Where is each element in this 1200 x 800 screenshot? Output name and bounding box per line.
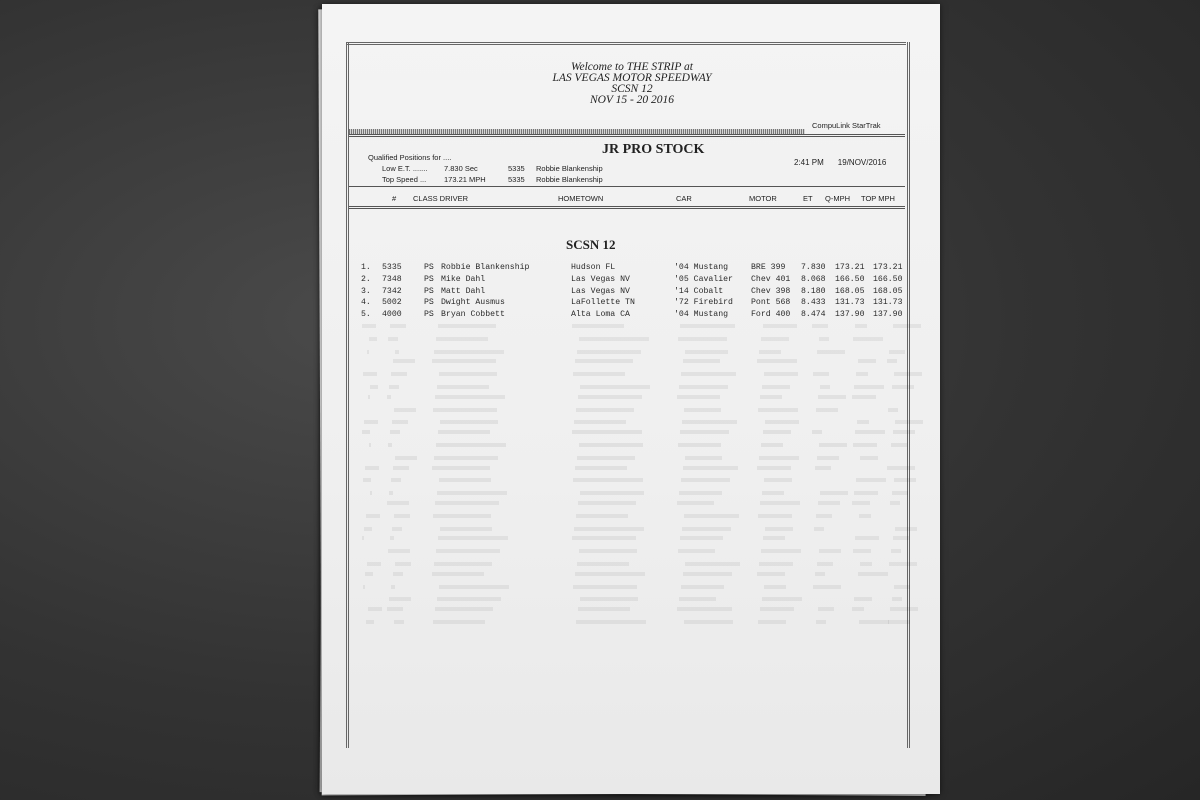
result-class: PS [424,274,434,284]
result-car: '05 Cavalier [674,274,733,284]
bleed-through-mark [856,478,886,482]
bleed-through-mark [685,456,722,460]
bleed-through-mark [683,359,720,363]
bleed-through-mark [388,337,398,341]
bleed-through-mark [439,372,497,376]
bleed-through-mark [681,478,730,482]
bleed-through-mark [819,549,841,553]
result-car: '04 Mustang [674,263,729,272]
bleed-through-mark [684,514,739,518]
bleed-through-mark [678,443,721,447]
bleed-through-mark [761,443,783,447]
bleed-through-mark [760,395,782,399]
bleed-through-mark [758,408,798,412]
bleed-through-mark [579,549,637,553]
result-car-number: 7348 [382,274,402,284]
low-et-number: 5335 [508,164,525,173]
bleed-through-mark [391,585,395,589]
bleed-through-mark [576,620,646,624]
bleed-through-mark [852,501,870,505]
print-date: 19/NOV/2016 [837,158,887,167]
bleed-through-mark [389,491,393,495]
bleed-through-mark [574,420,626,424]
bleed-through-mark [857,420,869,424]
timestamp [794,158,886,167]
bleed-through-mark [434,456,498,460]
bleed-through-mark [577,456,635,460]
bleed-through-mark [680,536,723,540]
column-header-top-rule [349,186,905,187]
col-car: CAR [676,194,692,203]
event-header [462,62,802,106]
bleed-through-mark [818,395,846,399]
bleed-through-mark [387,395,391,399]
result-hometown: LaFollette TN [571,298,635,308]
bleed-through-mark [368,395,370,399]
bleed-through-mark [391,372,407,376]
result-car-number: 5002 [382,298,402,308]
bleed-through-mark [819,443,847,447]
bleed-through-mark [365,572,373,576]
bleed-through-mark [388,443,392,447]
bleed-through-mark [392,527,402,531]
bleed-through-mark [438,430,490,434]
bleed-through-mark [362,430,370,434]
bleed-through-mark [860,456,878,460]
result-car-number: 7342 [382,286,402,296]
result-driver: Dwight Ausmus [441,298,505,308]
bleed-through-mark [436,443,506,447]
bleed-through-mark [681,585,724,589]
bleed-through-mark [576,408,634,412]
bleed-through-mark [435,395,505,399]
bleed-through-mark [818,501,840,505]
bleed-through-mark [580,491,644,495]
bleed-through-mark [390,324,406,328]
result-et: 7.830 [801,263,826,272]
bleed-through-mark [439,585,509,589]
bleed-through-mark [363,585,365,589]
bleed-through-mark [817,350,845,354]
bleed-through-mark [889,350,905,354]
bleed-through-mark [682,527,731,531]
col-qmph: Q-MPH [825,194,850,203]
result-position: 5. [361,310,371,320]
bleed-through-mark [575,572,645,576]
bleed-through-mark [759,456,799,460]
bleed-through-mark [572,324,624,328]
header-line-2: LAS VEGAS MOTOR SPEEDWAY [552,72,712,84]
result-driver: Matt Dahl [441,286,486,296]
bleed-through-mark [577,350,641,354]
bleed-through-mark [394,514,410,518]
result-et: 8.474 [801,310,826,320]
bleed-through-mark [438,324,496,328]
low-et-row [368,163,603,174]
bleed-through-mark [395,456,417,460]
bleed-through-mark [894,585,910,589]
bleed-through-mark [853,337,883,341]
bleed-through-mark [364,527,372,531]
result-motor: Ford 400 [751,310,791,320]
result-qmph: 131.73 [835,298,865,308]
result-position: 3. [361,286,371,296]
bleed-through-mark [758,514,792,518]
bleed-through-mark [433,408,497,412]
bleed-through-mark [764,478,792,482]
result-et: 8.068 [801,274,826,284]
bleed-through-mark [369,337,377,341]
bleed-through-mark [679,597,716,601]
bleed-through-mark [762,597,802,601]
bleed-through-mark [432,359,496,363]
result-driver: Robbie Blankenship [441,263,530,272]
column-header-bottom-rule [349,206,905,209]
bleed-through-mark [364,420,378,424]
section-title: SCSN 12 [566,237,616,252]
bleed-through-mark [436,549,500,553]
bleed-through-mark [578,395,642,399]
bleed-through-mark [762,385,790,389]
bleed-through-mark [858,572,888,576]
result-top-mph: 173.21 [873,263,903,272]
bleed-through-mark [432,466,490,470]
bleed-through-mark [856,372,868,376]
bleed-through-mark [678,337,727,341]
bleed-through-mark [757,466,791,470]
bleed-through-mark [391,478,401,482]
bleed-through-mark [679,385,728,389]
bleed-through-mark [757,359,797,363]
bleed-through-mark [390,536,394,540]
bleed-through-mark [813,372,829,376]
result-position: 1. [361,263,371,272]
bleed-through-mark [572,430,642,434]
bleed-through-mark [437,385,489,389]
bleed-through-mark [818,607,834,611]
result-hometown: Las Vegas NV [571,274,630,284]
result-qmph: 168.05 [835,286,865,296]
bleed-through-mark [362,536,364,540]
result-top-mph: 137.90 [873,310,903,320]
class-title: JR PRO STOCK [602,142,705,157]
bleed-through-mark [812,430,822,434]
bleed-through-mark [888,620,910,624]
bleed-through-mark [677,501,714,505]
result-qmph: 137.90 [835,310,865,320]
bleed-through-mark [890,607,918,611]
bleed-through-mark [855,536,879,540]
bleed-through-mark [889,562,917,566]
bleed-through-mark [393,466,409,470]
bleed-through-mark [387,607,403,611]
header-line-4: NOV 15 - 20 2016 [589,94,675,106]
bleed-through-mark [677,607,732,611]
bleed-through-mark [855,324,867,328]
bleed-through-mark [855,430,885,434]
bleed-through-mark [367,350,369,354]
bleed-through-mark [434,350,504,354]
bleed-through-mark [759,350,781,354]
bleed-through-mark [888,408,898,412]
bleed-through-mark [764,585,786,589]
bleed-through-mark [893,536,909,540]
results-sheet [322,4,940,794]
header-rule [349,134,905,137]
bleed-through-mark [370,491,372,495]
bleed-through-mark [362,324,376,328]
result-et: 8.433 [801,298,826,308]
bleed-through-mark [891,443,907,447]
result-qmph: 173.21 [835,263,865,272]
bleed-through-mark [853,443,877,447]
result-motor: Chev 401 [751,274,791,284]
bleed-through-mark [369,443,371,447]
top-speed-driver: Robbie Blankenship [536,175,603,184]
bleed-through-mark [685,350,728,354]
bleed-through-mark [435,607,493,611]
bleed-through-mark [860,562,872,566]
bleed-through-mark [580,597,638,601]
low-et-value: 7.830 Sec [444,164,478,173]
col-et: ET [803,194,813,203]
qualified-positions [368,152,603,185]
bleed-through-mark [393,359,415,363]
bleed-through-mark [678,549,715,553]
bleed-through-mark [759,562,793,566]
bleed-through-mark [389,597,411,601]
result-motor: Pont 568 [751,298,791,308]
result-hometown: Las Vegas NV [571,286,630,296]
bleed-through-text [362,324,917,634]
bleed-through-mark [434,562,492,566]
result-car: '04 Mustang [674,310,729,320]
bleed-through-mark [892,491,908,495]
bleed-through-mark [437,491,507,495]
bleed-through-mark [392,420,408,424]
bleed-through-mark [757,572,785,576]
bleed-through-mark [579,337,649,341]
bleed-through-mark [817,456,839,460]
bleed-through-mark [685,562,740,566]
bleed-through-mark [681,372,736,376]
bleed-through-mark [820,385,830,389]
bleed-through-mark [575,466,627,470]
col-motor: MOTOR [749,194,777,203]
bleed-through-mark [683,572,732,576]
bleed-through-mark [816,514,832,518]
bleed-through-mark [887,359,897,363]
top-speed-value: 173.21 MPH [444,175,486,184]
qualified-title: Qualified Positions for .... [368,153,452,162]
bleed-through-mark [366,620,374,624]
bleed-through-mark [680,324,735,328]
bleed-through-mark [395,350,399,354]
result-car: '72 Firebird [674,298,733,308]
bleed-through-mark [814,527,824,531]
bleed-through-mark [438,536,508,540]
bleed-through-mark [677,395,720,399]
bleed-through-mark [852,607,864,611]
bleed-through-mark [580,385,650,389]
result-class: PS [424,286,434,296]
bleed-through-mark [820,491,848,495]
top-speed-row [368,174,603,185]
bleed-through-mark [395,562,411,566]
bleed-through-mark [895,420,923,424]
result-car-number: 4000 [382,310,402,320]
bleed-through-mark [892,385,914,389]
bleed-through-mark [893,430,915,434]
result-position: 4. [361,298,371,308]
result-hometown: Alta Loma CA [571,310,630,320]
bleed-through-mark [367,562,381,566]
brand-label: CompuLink StarTrak [812,121,881,130]
bleed-through-mark [366,514,380,518]
print-time: 2:41 PM [794,158,824,167]
bleed-through-mark [763,324,797,328]
bleed-through-mark [894,372,922,376]
bleed-through-mark [760,607,794,611]
result-qmph: 166.50 [835,274,865,284]
bleed-through-mark [573,372,625,376]
bleed-through-mark [854,385,884,389]
bleed-through-mark [439,478,491,482]
result-top-mph: 166.50 [873,274,903,284]
low-et-label: Low E.T. ....... [382,164,428,173]
bleed-through-mark [679,491,722,495]
bleed-through-mark [432,572,484,576]
col-hometown: HOMETOWN [558,194,604,203]
bleed-through-mark [576,514,628,518]
bleed-through-mark [854,597,872,601]
bleed-through-mark [363,478,371,482]
bleed-through-mark [854,491,878,495]
bleed-through-mark [433,514,491,518]
bleed-through-mark [764,372,798,376]
bleed-through-mark [440,527,492,531]
bleed-through-mark [819,337,829,341]
bleed-through-mark [684,620,733,624]
bleed-through-mark [859,620,889,624]
bleed-through-mark [890,501,900,505]
bleed-through-mark [363,372,377,376]
bleed-through-mark [895,527,917,531]
bleed-through-mark [813,585,841,589]
header-line-3: SCSN 12 [611,83,653,95]
result-class: PS [424,298,434,308]
result-position: 2. [361,274,371,284]
bleed-through-mark [680,430,729,434]
bleed-through-mark [437,597,501,601]
result-class: PS [424,263,434,272]
result-car-number: 5335 [382,263,402,272]
bleed-through-mark [578,501,636,505]
bleed-through-mark [440,420,498,424]
result-et: 8.180 [801,286,826,296]
bleed-through-mark [579,443,643,447]
bleed-through-mark [817,562,833,566]
bleed-through-mark [893,324,921,328]
bleed-through-mark [572,536,636,540]
bleed-through-mark [762,491,784,495]
bleed-through-mark [388,549,410,553]
bleed-through-mark [852,395,876,399]
low-et-driver: Robbie Blankenship [536,164,603,173]
bleed-through-mark [393,572,403,576]
bleed-through-mark [578,607,630,611]
col-number: # [392,194,397,203]
bleed-through-mark [815,572,825,576]
bleed-through-mark [859,514,871,518]
bleed-through-mark [761,549,801,553]
bleed-through-mark [816,620,826,624]
bleed-through-mark [758,620,786,624]
bleed-through-mark [573,585,637,589]
bleed-through-mark [858,359,876,363]
result-class: PS [424,310,434,320]
bleed-through-mark [815,466,831,470]
bleed-through-mark [765,420,799,424]
bleed-through-mark [394,620,404,624]
header-line-1: Welcome to THE STRIP at [570,61,694,73]
result-top-mph: 131.73 [873,298,903,308]
bleed-through-mark [816,408,838,412]
result-motor: Chev 398 [751,286,791,296]
bleed-through-mark [387,501,409,505]
col-top-mph: TOP MPH [861,194,895,203]
bleed-through-mark [436,337,488,341]
result-car: '14 Cobalt [674,286,724,296]
result-driver: Mike Dahl [441,274,486,284]
top-speed-label: Top Speed ... [382,175,427,184]
bleed-through-mark [390,430,400,434]
bleed-through-mark [682,420,737,424]
bleed-through-mark [887,466,915,470]
bleed-through-mark [573,478,643,482]
bleed-through-mark [370,385,378,389]
bleed-through-mark [765,527,793,531]
bleed-through-mark [577,562,629,566]
bleed-through-mark [389,385,399,389]
bleed-through-mark [892,597,902,601]
result-hometown: Hudson FL [571,263,616,272]
result-top-mph: 168.05 [873,286,903,296]
bleed-through-mark [760,501,800,505]
bleed-through-mark [394,408,416,412]
bleed-through-mark [365,466,379,470]
bleed-through-mark [812,324,828,328]
bleed-through-mark [684,408,721,412]
bleed-through-mark [853,549,871,553]
top-speed-number: 5335 [508,175,525,184]
bleed-through-mark [894,478,916,482]
bleed-through-mark [761,337,789,341]
bleed-through-mark [683,466,738,470]
result-driver: Bryan Cobbett [441,310,505,320]
bleed-through-mark [435,501,499,505]
bleed-through-mark [368,607,382,611]
col-class-driver: CLASS DRIVER [413,194,469,203]
bleed-through-mark [574,527,644,531]
bleed-through-mark [433,620,485,624]
bleed-through-mark [575,359,633,363]
bleed-through-mark [891,549,901,553]
result-motor: BRE 399 [751,263,786,272]
bleed-through-mark [763,536,785,540]
bleed-through-mark [763,430,791,434]
